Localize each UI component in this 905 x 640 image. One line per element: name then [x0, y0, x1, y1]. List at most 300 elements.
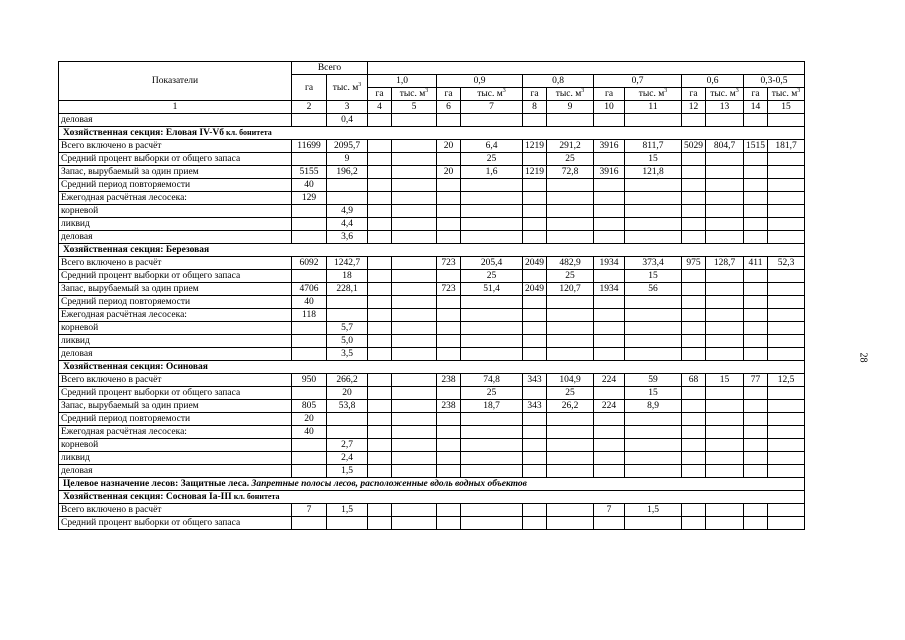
table-cell: 411 [744, 257, 768, 270]
table-cell [594, 309, 625, 322]
table-cell [682, 335, 706, 348]
table-cell: 15 [625, 153, 682, 166]
table-cell [437, 387, 461, 400]
table-cell [461, 439, 523, 452]
table-cell [523, 218, 547, 231]
table-cell: 6,4 [461, 140, 523, 153]
table-cell [706, 465, 744, 478]
header-ha: га [682, 88, 706, 101]
table-cell [594, 348, 625, 361]
table-cell [682, 296, 706, 309]
table-cell [368, 387, 392, 400]
table-cell [392, 114, 437, 127]
table-cell [327, 413, 368, 426]
table-row [59, 452, 805, 465]
table-cell [523, 413, 547, 426]
table-cell [744, 504, 768, 517]
table-cell [768, 166, 805, 179]
section-suffix: кл. бонитета [224, 128, 272, 137]
table-cell: 20 [292, 413, 327, 426]
table-cell [368, 192, 392, 205]
table-cell: 72,8 [547, 166, 594, 179]
table-cell [594, 413, 625, 426]
table-cell [744, 322, 768, 335]
header-total-volume: тыс. $м^3$ [327, 75, 368, 101]
table-row [59, 335, 805, 348]
table-cell [682, 283, 706, 296]
table-cell: 25 [547, 387, 594, 400]
table-cell [368, 439, 392, 452]
table-cell [292, 231, 327, 244]
table-cell [768, 179, 805, 192]
header-class-0-6: 0,6 [682, 75, 744, 88]
table-cell: 25 [461, 387, 523, 400]
table-cell [594, 426, 625, 439]
table-cell [547, 335, 594, 348]
table-cell [461, 179, 523, 192]
table-cell [547, 231, 594, 244]
table-cell [768, 400, 805, 413]
table-cell [292, 439, 327, 452]
table-cell [547, 322, 594, 335]
table-cell [768, 439, 805, 452]
table-cell: 5155 [292, 166, 327, 179]
table-cell [437, 114, 461, 127]
table-cell: 205,4 [461, 257, 523, 270]
table-cell [547, 309, 594, 322]
table-cell [461, 426, 523, 439]
table-cell [523, 439, 547, 452]
row-label: Средний процент выборки от общего запаса [59, 270, 292, 283]
table-cell [523, 335, 547, 348]
table-row [59, 205, 805, 218]
table-cell [706, 426, 744, 439]
header-class-0-3-0-5: 0,3-0,5 [744, 75, 805, 88]
table-cell [547, 296, 594, 309]
table-cell [392, 374, 437, 387]
row-label: Средний процент выборки от общего запаса [59, 153, 292, 166]
table-cell [706, 335, 744, 348]
table-cell [547, 114, 594, 127]
purpose-italic: Запретные полосы лесов, расположенные вдоль водных объектов [251, 479, 527, 489]
table-cell: 196,2 [327, 166, 368, 179]
table-cell [768, 114, 805, 127]
table-cell [327, 296, 368, 309]
table-cell: 3916 [594, 166, 625, 179]
table-cell [461, 452, 523, 465]
table-cell [368, 452, 392, 465]
table-cell [368, 257, 392, 270]
table-cell [744, 270, 768, 283]
table-cell [437, 153, 461, 166]
table-cell [768, 231, 805, 244]
table-cell [706, 205, 744, 218]
table-cell: 77 [744, 374, 768, 387]
table-cell [523, 153, 547, 166]
table-cell [392, 179, 437, 192]
row-label: Средний процент выборки от общего запаса [59, 517, 292, 530]
table-cell [292, 348, 327, 361]
section-name: Хозяйственная секция: Березовая [63, 245, 210, 255]
page-number: 28 [857, 352, 869, 363]
table-cell: 7 [292, 504, 327, 517]
table-cell: 128,7 [706, 257, 744, 270]
table-cell [437, 413, 461, 426]
table-cell [706, 231, 744, 244]
row-label: Средний период повторяемости [59, 413, 292, 426]
table-cell [744, 179, 768, 192]
table-cell [625, 205, 682, 218]
table-cell: 2,7 [327, 439, 368, 452]
purpose-title [59, 478, 805, 491]
table-cell [594, 114, 625, 127]
header-volume: тыс. $м^3$ [392, 88, 437, 101]
table-cell [461, 205, 523, 218]
table-cell: 53,8 [327, 400, 368, 413]
section-header-row [59, 361, 805, 374]
table-cell: 25 [547, 153, 594, 166]
table-cell [682, 166, 706, 179]
table-cell [744, 400, 768, 413]
table-cell: 12,5 [768, 374, 805, 387]
table-cell [744, 465, 768, 478]
header-class-1-0: 1,0 [368, 75, 437, 88]
table-cell [768, 387, 805, 400]
table-cell: 121,8 [625, 166, 682, 179]
table-cell [744, 517, 768, 530]
table-cell [523, 348, 547, 361]
forest-cutting-table [58, 61, 805, 530]
table-cell: 3916 [594, 140, 625, 153]
section-name: Хозяйственная секция: Сосновая Ia-III [63, 492, 232, 502]
table-cell [327, 426, 368, 439]
column-number-cell: 7 [461, 101, 523, 114]
table-row [59, 231, 805, 244]
header-indicators: Показатели [59, 62, 292, 101]
table-cell [437, 452, 461, 465]
table-cell [706, 218, 744, 231]
table-cell [682, 192, 706, 205]
table-cell: 343 [523, 374, 547, 387]
table-cell [368, 504, 392, 517]
table-cell [461, 504, 523, 517]
table-cell [706, 166, 744, 179]
column-number-cell: 10 [594, 101, 625, 114]
table-cell [706, 179, 744, 192]
table-row [59, 439, 805, 452]
table-row [59, 166, 805, 179]
table-cell: 2095,7 [327, 140, 368, 153]
table-cell [682, 322, 706, 335]
table-cell [594, 179, 625, 192]
row-label: ликвид [59, 335, 292, 348]
table-cell [523, 387, 547, 400]
table-cell [744, 153, 768, 166]
table-cell [625, 322, 682, 335]
table-cell: 4706 [292, 283, 327, 296]
table-cell: 805 [292, 400, 327, 413]
table-cell: 723 [437, 257, 461, 270]
column-number-cell: 15 [768, 101, 805, 114]
table-cell [368, 153, 392, 166]
table-row [59, 400, 805, 413]
column-number-cell: 8 [523, 101, 547, 114]
table-cell [368, 231, 392, 244]
section-title [59, 127, 805, 140]
table-cell [392, 140, 437, 153]
row-label: Запас, вырубаемый за один прием [59, 283, 292, 296]
table-row [59, 114, 805, 127]
table-cell [461, 296, 523, 309]
table-cell [327, 192, 368, 205]
table-cell [706, 517, 744, 530]
table-cell [368, 400, 392, 413]
table-cell [706, 400, 744, 413]
column-number-cell: 12 [682, 101, 706, 114]
table-cell: 18 [327, 270, 368, 283]
table-row [59, 153, 805, 166]
table-cell [368, 413, 392, 426]
table-cell [682, 387, 706, 400]
table-cell [461, 218, 523, 231]
table-row [59, 374, 805, 387]
column-number-cell: 1 [59, 101, 292, 114]
table-cell [625, 179, 682, 192]
table-cell [768, 205, 805, 218]
table-cell [625, 465, 682, 478]
table-cell [706, 283, 744, 296]
table-cell [768, 426, 805, 439]
table-cell [392, 231, 437, 244]
table-cell [594, 231, 625, 244]
table-cell [523, 426, 547, 439]
table-cell [682, 413, 706, 426]
table-row [59, 348, 805, 361]
row-label: ликвид [59, 452, 292, 465]
table-cell [523, 504, 547, 517]
column-number-cell: 2 [292, 101, 327, 114]
table-cell [392, 192, 437, 205]
table-cell [625, 192, 682, 205]
table-cell: 224 [594, 400, 625, 413]
table-cell [547, 179, 594, 192]
section-name: Хозяйственная секция: Еловая IV-Vб [63, 128, 225, 138]
table-cell [392, 270, 437, 283]
row-label: Средний период повторяемости [59, 296, 292, 309]
table-cell [768, 465, 805, 478]
table-cell [523, 296, 547, 309]
row-label: Средний период повторяемости [59, 179, 292, 192]
table-cell: 373,4 [625, 257, 682, 270]
table-cell [392, 309, 437, 322]
table-cell: 120,7 [547, 283, 594, 296]
header-class-0-9: 0,9 [437, 75, 523, 88]
table-cell [392, 465, 437, 478]
table-cell [682, 153, 706, 166]
column-number-cell: 11 [625, 101, 682, 114]
section-title [59, 491, 805, 504]
table-cell: 343 [523, 400, 547, 413]
table-cell [392, 400, 437, 413]
table-cell: 7 [594, 504, 625, 517]
table-cell [594, 296, 625, 309]
table-cell [625, 114, 682, 127]
table-cell [547, 192, 594, 205]
header-class-0-7: 0,7 [594, 75, 682, 88]
table-cell [461, 192, 523, 205]
table-cell [594, 322, 625, 335]
table-cell [768, 452, 805, 465]
column-number-cell: 5 [392, 101, 437, 114]
table-cell [625, 231, 682, 244]
table-cell [594, 517, 625, 530]
table-cell [437, 270, 461, 283]
table-cell [292, 218, 327, 231]
table-cell: 3,5 [327, 348, 368, 361]
table-cell [461, 114, 523, 127]
table-cell: 15 [625, 270, 682, 283]
table-cell [437, 192, 461, 205]
table-cell [682, 465, 706, 478]
table-cell [547, 517, 594, 530]
table-cell [744, 413, 768, 426]
table-cell: 129 [292, 192, 327, 205]
table-cell: 74,8 [461, 374, 523, 387]
table-cell [547, 413, 594, 426]
table-cell [368, 205, 392, 218]
table-cell [437, 296, 461, 309]
table-cell [706, 322, 744, 335]
table-cell [461, 348, 523, 361]
table-cell [706, 270, 744, 283]
table-cell [368, 322, 392, 335]
table-cell: 18,7 [461, 400, 523, 413]
table-cell [744, 283, 768, 296]
table-cell [768, 296, 805, 309]
table-cell [744, 296, 768, 309]
header-ha: га [744, 88, 768, 101]
table-cell [625, 335, 682, 348]
table-cell [523, 309, 547, 322]
table-row [59, 504, 805, 517]
header-ha: га [523, 88, 547, 101]
table-cell: 5,7 [327, 322, 368, 335]
purpose-bold: Целевое назначение лесов: Защитные леса. [63, 479, 250, 489]
table-cell [461, 231, 523, 244]
table-cell [523, 452, 547, 465]
table-cell: 20 [437, 140, 461, 153]
table-cell [547, 439, 594, 452]
table-cell [768, 218, 805, 231]
table-cell: 2049 [523, 257, 547, 270]
table-cell [437, 426, 461, 439]
table-cell [594, 270, 625, 283]
table-cell [392, 218, 437, 231]
row-label: ликвид [59, 218, 292, 231]
table-cell [292, 452, 327, 465]
section-title [59, 361, 805, 374]
table-cell [682, 400, 706, 413]
table-cell [744, 218, 768, 231]
table-cell [706, 192, 744, 205]
table-cell [392, 517, 437, 530]
header-volume: тыс. $м^3$ [547, 88, 594, 101]
row-label: корневой [59, 322, 292, 335]
table-cell [437, 218, 461, 231]
table-cell [461, 465, 523, 478]
column-number-cell: 6 [437, 101, 461, 114]
table-cell [706, 452, 744, 465]
table-cell: 291,2 [547, 140, 594, 153]
row-label: деловая [59, 465, 292, 478]
column-number-cell: 13 [706, 101, 744, 114]
table-cell [547, 348, 594, 361]
table-cell [706, 114, 744, 127]
table-cell: 3,6 [327, 231, 368, 244]
table-cell [547, 426, 594, 439]
table-cell [547, 218, 594, 231]
table-cell [392, 439, 437, 452]
table-cell: 181,7 [768, 140, 805, 153]
table-row [59, 218, 805, 231]
table-cell [625, 517, 682, 530]
table-cell [547, 465, 594, 478]
table-cell [327, 179, 368, 192]
table-cell [744, 387, 768, 400]
table-cell [594, 335, 625, 348]
table-cell: 104,9 [547, 374, 594, 387]
table-cell: 5029 [682, 140, 706, 153]
table-cell: 0,4 [327, 114, 368, 127]
row-label: деловая [59, 114, 292, 127]
table-cell [437, 504, 461, 517]
row-label: Ежегодная расчётная лесосека: [59, 192, 292, 205]
table-cell: 40 [292, 426, 327, 439]
table-cell [682, 452, 706, 465]
table-cell: 975 [682, 257, 706, 270]
table-cell [392, 283, 437, 296]
table-cell [682, 439, 706, 452]
table-cell [392, 413, 437, 426]
table-cell [744, 166, 768, 179]
table-cell [768, 309, 805, 322]
row-label: Средний процент выборки от общего запаса [59, 387, 292, 400]
table-row [59, 283, 805, 296]
table-cell: 1,6 [461, 166, 523, 179]
table-cell [368, 465, 392, 478]
table-cell [768, 192, 805, 205]
table-cell [594, 218, 625, 231]
table-cell: 804,7 [706, 140, 744, 153]
table-cell [625, 296, 682, 309]
table-cell: 20 [327, 387, 368, 400]
table-cell [437, 309, 461, 322]
table-cell [392, 257, 437, 270]
table-row [59, 257, 805, 270]
column-number-cell: 14 [744, 101, 768, 114]
table-cell [682, 426, 706, 439]
table-cell [625, 439, 682, 452]
table-cell: 238 [437, 374, 461, 387]
table-cell [368, 270, 392, 283]
table-cell: 238 [437, 400, 461, 413]
table-row [59, 517, 805, 530]
table-cell [682, 270, 706, 283]
table-cell [744, 114, 768, 127]
table-cell [523, 517, 547, 530]
header-volume: тыс. $м^3$ [461, 88, 523, 101]
section-suffix: кл. бонитета [231, 492, 280, 501]
